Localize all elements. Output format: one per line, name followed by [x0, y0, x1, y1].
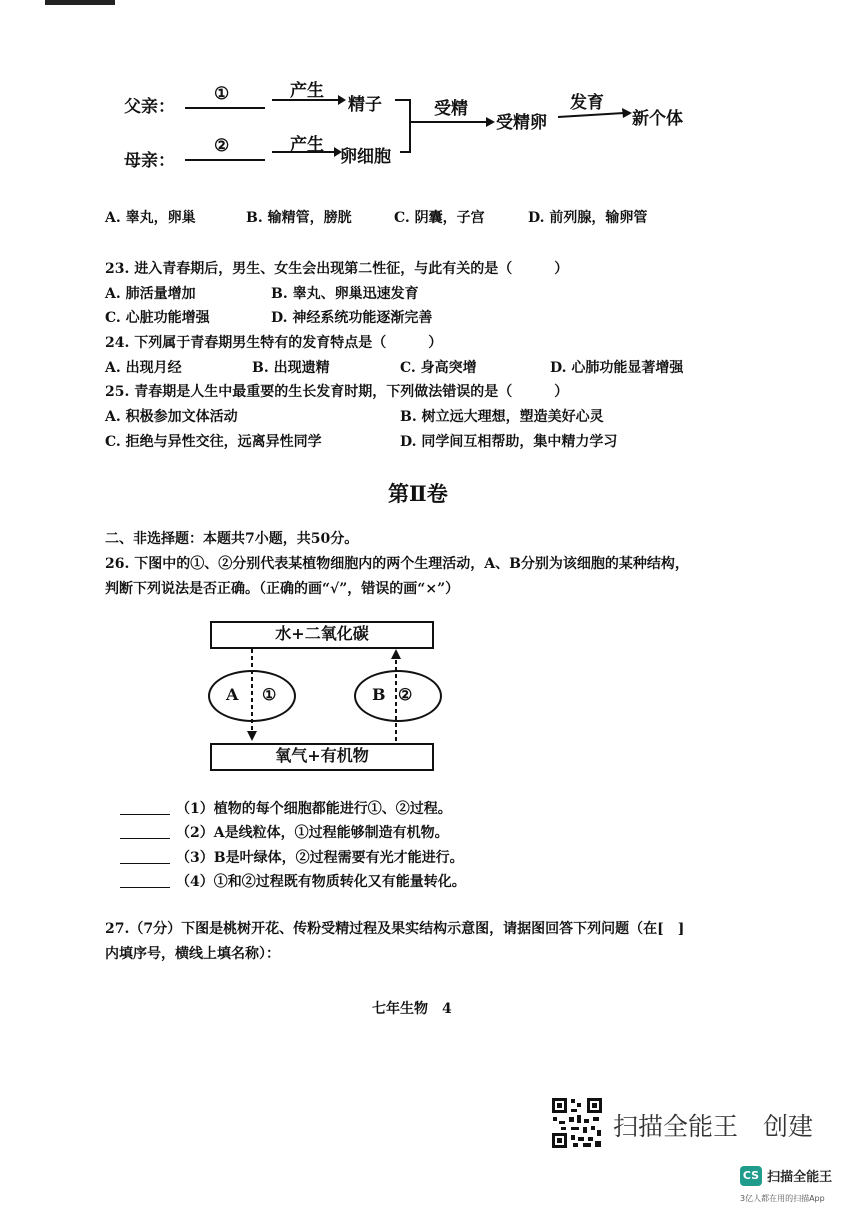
section-instruction: 二、非选择题：本题共7小题，共50分。: [105, 531, 359, 547]
answer-blank[interactable]: [120, 887, 170, 888]
q23-option-c: C. 心脏功能增强: [105, 310, 210, 326]
new-individual-label: 新个体: [632, 109, 683, 129]
q26-statement-2: （2）A是线粒体，①过程能够制造有机物。: [120, 822, 449, 842]
scanner-logo: [740, 1165, 832, 1186]
q25-option-d: D. 同学间互相帮助，集中精力学习: [400, 434, 618, 450]
cs-logo-badge: CS: [740, 1166, 762, 1186]
oval-b-number: ②: [398, 685, 413, 704]
oval-b-letter: B: [372, 685, 386, 704]
section-title: 第Ⅱ卷: [388, 481, 448, 506]
scanner-tagline: 3亿人都在用的扫描App: [740, 1194, 825, 1203]
diagram-box-oxygen-organic: 氧气+有机物: [210, 743, 434, 771]
q23-stem: 23. 进入青春期后，男生、女生会出现第二性征，与此有关的是（ ）: [105, 261, 569, 277]
answer-blank[interactable]: [120, 863, 170, 864]
q25-option-c: C. 拒绝与异性交往，远离异性同学: [105, 434, 322, 450]
q22-option-d: D. 前列腺，输卵管: [528, 210, 648, 226]
q27-line1: 27.（7分）下图是桃树开花、传粉受精过程及果实结构示意图，请据图回答下列问题（在[ ]: [105, 921, 685, 937]
q26-stem-line1: 26. 下图中的①、②分别代表某植物细胞内的两个生理活动，A、B分别为该细胞的某种结构，: [105, 556, 689, 572]
q24-option-c: C. 身高突增: [400, 360, 477, 376]
produce-label-father: 产生: [290, 81, 324, 101]
sperm-label: 精子: [348, 95, 382, 115]
q26-statement-4: （4）①和②过程既有物质转化又有能量转化。: [120, 871, 466, 891]
produce-label-mother: 产生: [290, 135, 324, 155]
father-blank-number: ①: [214, 84, 230, 104]
fertilize-label: 受精: [434, 99, 468, 119]
q22-option-a: A. 睾丸，卵巢: [105, 210, 196, 226]
q26-statement-1: （1）植物的每个细胞都能进行①、②过程。: [120, 798, 452, 818]
q23-option-b: B. 睾丸、卵巢迅速发育: [271, 286, 419, 302]
answer-blank[interactable]: [120, 838, 170, 839]
develop-label: 发育: [570, 93, 604, 113]
q23-option-a: A. 肺活量增加: [105, 286, 196, 302]
q22-option-c: C. 阴囊，子宫: [394, 210, 485, 226]
q25-stem: 25. 青春期是人生中最重要的生长发育时期，下列做法错误的是（ ）: [105, 384, 569, 400]
diagram-box-water-co2: 水+二氧化碳: [210, 621, 434, 649]
qr-code-icon: [551, 1097, 603, 1149]
egg-label: 卵细胞: [340, 147, 391, 167]
q25-option-b: B. 树立远大理想，塑造美好心灵: [400, 409, 604, 425]
father-label: 父亲：: [124, 97, 175, 117]
answer-blank[interactable]: [120, 814, 170, 815]
q24-option-b: B. 出现遗精: [252, 360, 330, 376]
q26-statement-3: （3）B是叶绿体，②过程需要有光才能进行。: [120, 847, 464, 867]
q24-stem: 24. 下列属于青春期男生特有的发育特点是（ ）: [105, 335, 443, 351]
q25-option-a: A. 积极参加文体活动: [105, 409, 238, 425]
zygote-label: 受精卵: [496, 113, 547, 133]
oval-a-number: ①: [262, 685, 277, 704]
scanner-watermark: 扫描全能王 创建: [613, 1112, 814, 1141]
q24-option-d: D. 心肺功能显著增强: [550, 360, 684, 376]
oval-a-letter: A: [226, 685, 239, 704]
q26-stem-line2: 判断下列说法是否正确。（正确的画“√”，错误的画“×”）: [105, 581, 460, 597]
page-footer: 七年生物 4: [372, 1001, 452, 1017]
logo-app-name: 扫描全能王: [767, 1170, 833, 1185]
q24-option-a: A. 出现月经: [105, 360, 182, 376]
q27-line2: 内填序号，横线上填名称）：: [105, 946, 280, 962]
mother-blank-number: ②: [214, 136, 230, 156]
q22-option-b: B. 输精管，膀胱: [246, 210, 352, 226]
q23-option-d: D. 神经系统功能逐渐完善: [271, 310, 433, 326]
mother-label: 母亲：: [124, 151, 175, 171]
